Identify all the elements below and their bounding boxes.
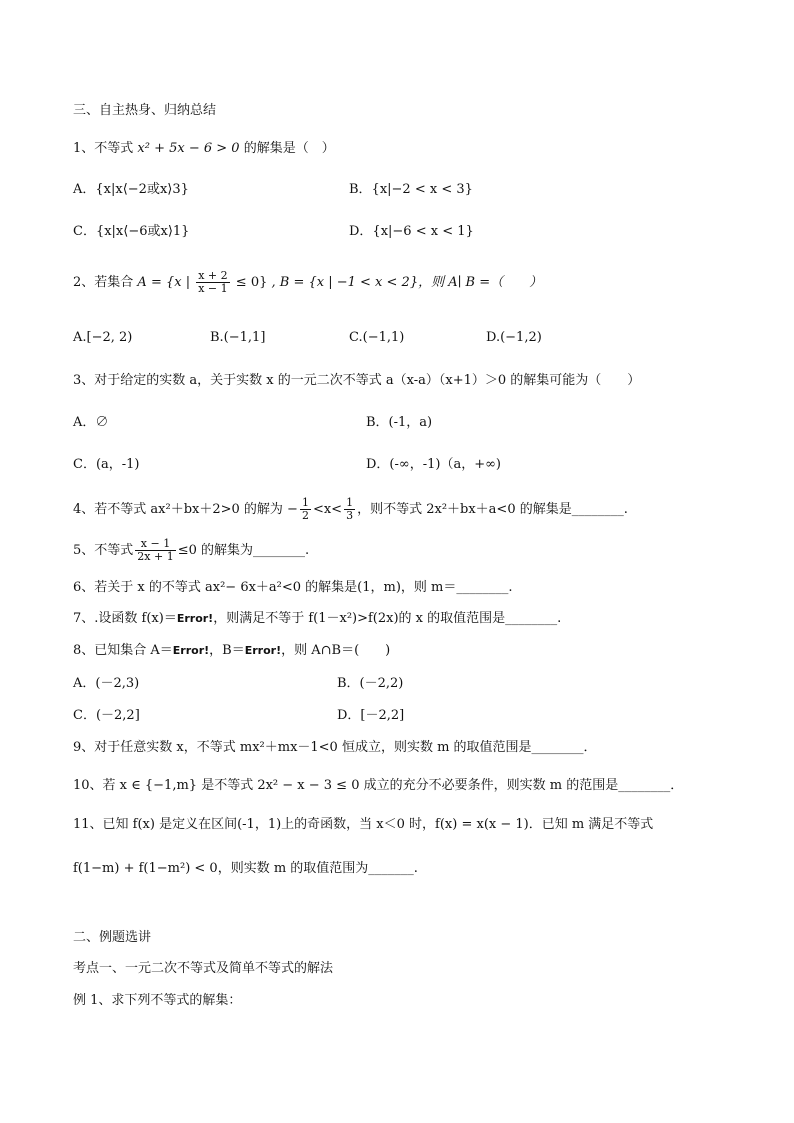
q1-expr: x² + 5x − 6 > 0 [137,141,240,156]
example-1: 例 1、求下列不等式的解集： [73,993,242,1008]
q2-set-b: , B = {x | −1 < x < 2}，则 [271,275,445,290]
q4-f1-den: 2 [301,509,309,522]
q8-suffix: ，则 A∩B＝( ) [281,643,391,658]
q2-cap: A∣ B =（ ） [448,275,543,290]
question-3: 3、对于给定的实数 a，关于实数 x 的一元二次不等式 a（x-a）（x+1）＞0 的解集可能为（ ） [73,373,641,388]
q2-option-d: D.(−1,2) [486,330,542,345]
q3-option-c: C．(a，-1) [73,457,140,472]
q1-suffix: 的解集是（ ） [243,141,335,156]
q7-error: Error! [176,612,214,625]
question-11-line-1: 11、已知 f(x) 是定义在区间(-1，1)上的奇函数，当 x＜0 时，f(x) = x(x − 1)．已知 m 满足不等式 [73,817,654,832]
q8-mid: ，B＝ [209,643,245,658]
q8-error-1: Error! [172,644,210,657]
q5-suffix: ≤0 的解集为________. [177,543,310,558]
q4-suffix: ，则不等式 2x²＋bx＋a<0 的解集是________. [357,502,628,517]
q3-option-a: A．∅ [73,415,109,430]
q5-f-num: x − 1 [135,538,175,551]
q8-option-a: A．(－2,3) [73,676,140,691]
question-9: 9、对于任意实数 x，不等式 mx²＋mx－1<0 恒成立，则实数 m 的取值范围是________． [73,740,597,755]
q7-prefix: 7、.设函数 f(x)＝ [73,611,177,626]
q4-mid: <x< [312,502,343,517]
q1-prefix: 1、不等式 [73,141,134,156]
section-3-title: 三、自主热身、归纳总结 [73,103,217,118]
question-10: 10、若 x ∈ {−1,m} 是不等式 2x² − x − 3 ≤ 0 成立的充分不必要条件，则实数 m 的范围是________． [73,778,684,793]
q2-frac-num: x + 2 [198,269,228,282]
question-4 [73,497,628,522]
q1-option-a: A．{x|x⟨−2或x⟩3} [73,182,189,197]
q3-option-b: B．(-1，a) [366,415,433,430]
q4-fraction-2 [344,497,355,522]
q2-option-c: C.(−1,1) [349,330,405,345]
question-5 [73,538,309,563]
q4-prefix: 4、若不等式 ax²＋bx＋2>0 的解为 − [73,502,298,517]
q3-option-d: D．(-∞，-1)（a，+∞) [366,457,501,472]
question-6: 6、若关于 x 的不等式 ax²− 6x＋a²<0 的解集是(1，m)，则 m＝________. [73,580,513,595]
q2-option-a: A.[−2, 2) [73,330,133,345]
q1-option-b: B．{x|−2 < x < 3} [349,182,473,197]
q4-f2-num: 1 [346,496,354,509]
q8-option-c: C．(－2,2] [73,708,140,723]
q5-f-den: 2x + 1 [137,550,174,563]
q1-option-c: C．{x|x⟨−6或x⟩1} [73,224,190,239]
q2-fraction [196,270,229,295]
question-11-line-2: f(1−m) + f(1−m²) < 0，则实数 m 的取值范围为_______. [73,861,418,876]
q8-option-b: B．(－2,2) [337,676,404,691]
q5-prefix: 5、不等式 [73,543,134,558]
question-8 [73,641,390,661]
q2-set-a-right: ≤ 0} [235,275,268,290]
q8-option-d: D．[－2,2] [337,708,405,723]
q4-f2-den: 3 [346,509,354,522]
question-1 [73,139,335,159]
q2-prefix: 2、若集合 [73,275,134,290]
q1-option-d: D．{x|−6 < x < 1} [349,224,474,239]
question-7 [73,609,561,629]
q5-fraction [135,538,175,563]
q2-option-b: B.(−1,1] [210,330,266,345]
q4-f1-num: 1 [301,496,309,509]
q2-set-a-left: A = {x | [137,275,191,290]
q4-fraction-1 [300,497,311,522]
kaodian-1: 考点一、一元二次不等式及简单不等式的解法 [73,961,334,976]
q8-error-2: Error! [244,644,282,657]
q8-prefix: 8、已知集合 A＝ [73,643,173,658]
question-2 [73,270,542,295]
q2-frac-den: x − 1 [198,282,228,295]
q7-suffix: ，则满足不等于 f(1－x²)>f(2x)的 x 的取值范围是________. [213,611,562,626]
section-2-title: 二、例题选讲 [73,930,152,945]
